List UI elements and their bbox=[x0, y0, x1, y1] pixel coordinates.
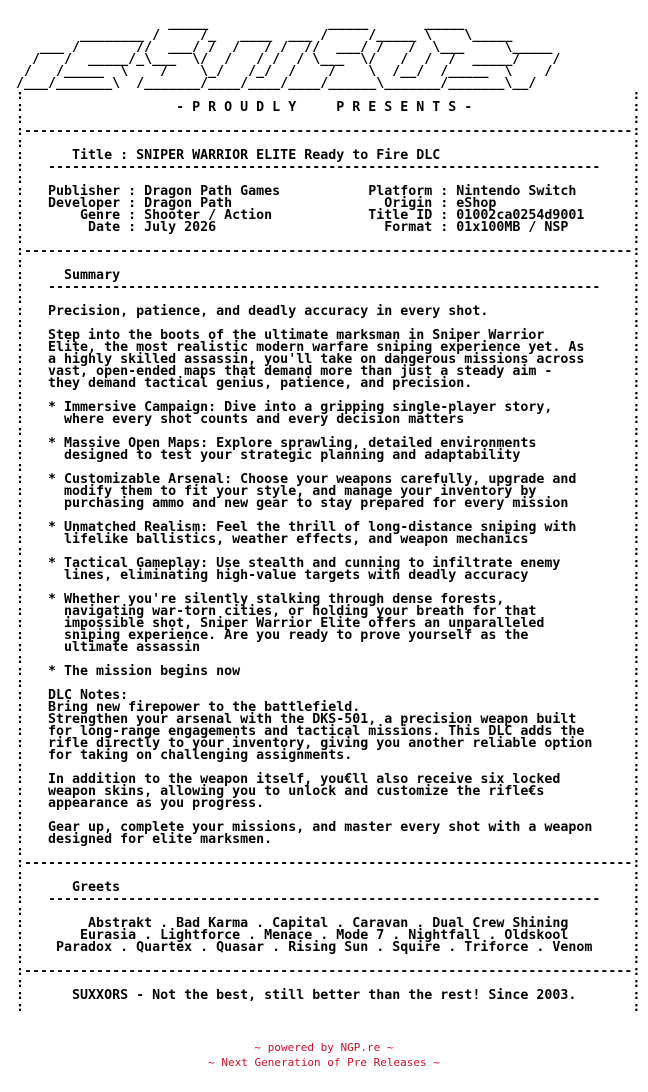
logo-art-line: ___ / // ___/ / / / / // ___/ / / \___ \_____ bbox=[8, 40, 553, 55]
footer bbox=[0, 1040, 648, 1070]
meta-row: : Developer : Dragon Path Origin : eShop : bbox=[8, 196, 641, 211]
powered-by-text: ~ powered by NGP.re ~ bbox=[254, 1041, 394, 1054]
section-divider: :----------------------------------------------------------------------------: bbox=[8, 124, 641, 139]
logo-art-line: ________ / /_ ____ ___ / /_____ \ \_____ bbox=[8, 28, 513, 43]
summary-line: : * Tactical Gameplay: Use stealth and cunning to infiltrate enemy : bbox=[8, 556, 641, 571]
section-divider: :----------------------------------------------------------------------------: bbox=[8, 964, 641, 979]
summary-line: : modify them to fit your style, and manage your inventory by : bbox=[8, 484, 641, 499]
blank-line: : : bbox=[8, 844, 641, 859]
title-underline: : --------------------------------------------------------------------- : bbox=[8, 160, 641, 175]
greets-heading: : Greets : bbox=[8, 880, 641, 895]
summary-line: : they demand tactical genius, patience, and precision. : bbox=[8, 376, 641, 391]
summary-line: : : bbox=[8, 580, 641, 595]
logo-art-line: _____ _____ _____ bbox=[8, 16, 465, 31]
blank-line: : : bbox=[8, 1000, 641, 1015]
summary-line: : : bbox=[8, 544, 641, 559]
summary-line: : : bbox=[8, 388, 641, 403]
summary-line: : sniping experience. Are you ready to prove yourself as the : bbox=[8, 628, 641, 643]
meta-row: : Genre : Shooter / Action Title ID : 01002ca0254d9001 : bbox=[8, 208, 641, 223]
meta-row: : Publisher : Dragon Path Games Platform : Nintendo Switch : bbox=[8, 184, 641, 199]
summary-line: : Strengthen your arsenal with the DKS-501, a precision weapon built : bbox=[8, 712, 641, 727]
blank-line: : : bbox=[8, 136, 641, 151]
blank-line: : : bbox=[8, 256, 641, 271]
summary-line: : lifelike ballistics, weather effects, and weapon mechanics : bbox=[8, 532, 641, 547]
summary-line: : Gear up, complete your missions, and master every shot with a weapon : bbox=[8, 820, 641, 835]
summary-line: : : bbox=[8, 652, 641, 667]
nfo-text-block bbox=[8, 18, 640, 1014]
summary-line: : : bbox=[8, 508, 641, 523]
summary-line: : : bbox=[8, 760, 641, 775]
summary-line: : : bbox=[8, 808, 641, 823]
summary-line: : * Unmatched Realism: Feel the thrill of long-distance sniping with : bbox=[8, 520, 641, 535]
summary-line: : where every shot counts and every decision matters : bbox=[8, 412, 641, 427]
summary-line: : Elite, the most realistic modern warfare sniping experience yet. As : bbox=[8, 340, 641, 355]
summary-line: : designed for elite marksmen. : bbox=[8, 832, 641, 847]
summary-line: : Bring new firepower to the battlefield. : bbox=[8, 700, 641, 715]
greets-underline: : --------------------------------------------------------------------- : bbox=[8, 892, 641, 907]
blank-line: : : bbox=[8, 868, 641, 883]
logo-art-line: / / _____/_\___ \/ / / / / \___ \/ / / / _____/ / bbox=[8, 52, 561, 67]
blank-line: : : bbox=[8, 88, 641, 103]
blank-line: : : bbox=[8, 292, 641, 307]
summary-line: : appearance as you progress. : bbox=[8, 796, 641, 811]
summary-line: : impossible shot, Sniper Warrior Elite offers an unparalleled : bbox=[8, 616, 641, 631]
summary-line: : DLC Notes: : bbox=[8, 688, 641, 703]
blank-line: : : bbox=[8, 904, 641, 919]
blank-line: : : bbox=[8, 232, 641, 247]
summary-line: : for long-range engagements and tactical missions. This DLC adds the : bbox=[8, 724, 641, 739]
blank-line: : : bbox=[8, 976, 641, 991]
logo-art-line: /___/_______\ /_______/____/____/____/______\_______/_______\__/ bbox=[8, 76, 537, 91]
summary-line: : for taking on challenging assignments. : bbox=[8, 748, 641, 763]
section-divider: :----------------------------------------------------------------------------: bbox=[8, 244, 641, 259]
greets-line: : Abstrakt . Bad Karma . Capital . Caravan . Dual Crew Shining : bbox=[8, 916, 641, 931]
release-title: : Title : SNIPER WARRIOR ELITE Ready to Fire DLC : bbox=[8, 148, 641, 163]
summary-line: : * Immersive Campaign: Dive into a gripping single-player story, : bbox=[8, 400, 641, 415]
blank-line: : : bbox=[8, 172, 641, 187]
greets-line: : Eurasia . Lightforce . Menace . Mode 7 . Nightfall . Oldskool : bbox=[8, 928, 641, 943]
blank-line: : : bbox=[8, 952, 641, 967]
blank-line: : : bbox=[8, 112, 641, 127]
tagline: : SUXXORS - Not the best, still better than the rest! Since 2003. : bbox=[8, 988, 641, 1003]
summary-line: : : bbox=[8, 460, 641, 475]
summary-heading: : Summary : bbox=[8, 268, 641, 283]
summary-line: : * Customizable Arsenal: Choose your weapons carefully, upgrade and : bbox=[8, 472, 641, 487]
summary-line: : lines, eliminating high-value targets with deadly accuracy : bbox=[8, 568, 641, 583]
summary-line: : a highly skilled assassin, you'll take on dangerous missions across : bbox=[8, 352, 641, 367]
summary-line: : : bbox=[8, 424, 641, 439]
summary-line: : weapon skins, allowing you to unlock and customize the rifle€s : bbox=[8, 784, 641, 799]
logo-art-line: / /_____ \ / \_/ /_/ / / \ /__/ /_____ \ / bbox=[8, 64, 553, 79]
presents-text: : - P R O U D L Y P R E S E N T S - : bbox=[8, 100, 641, 115]
summary-line: : designed to test your strategic planning and adaptability : bbox=[8, 448, 641, 463]
summary-line: : purchasing ammo and new gear to stay prepared for every mission : bbox=[8, 496, 641, 511]
summary-line: : * Massive Open Maps: Explore sprawling, detailed environments : bbox=[8, 436, 641, 451]
summary-line: : Precision, patience, and deadly accuracy in every shot. : bbox=[8, 304, 641, 319]
summary-line: : In addition to the weapon itself, you€ll also receive six locked : bbox=[8, 772, 641, 787]
meta-row: : Date : July 2026 Format : 01x100MB / NSP : bbox=[8, 220, 641, 235]
summary-line: : rifle directly to your inventory, giving you another reliable option : bbox=[8, 736, 641, 751]
summary-line: : ultimate assassin : bbox=[8, 640, 641, 655]
summary-underline: : --------------------------------------------------------------------- : bbox=[8, 280, 641, 295]
summary-line: : Step into the boots of the ultimate marksman in Sniper Warrior : bbox=[8, 328, 641, 343]
summary-line: : : bbox=[8, 676, 641, 691]
next-generation-text: ~ Next Generation of Pre Releases ~ bbox=[208, 1056, 440, 1069]
summary-line: : vast, open-ended maps that demand more than just a steady aim - : bbox=[8, 364, 641, 379]
summary-line: : navigating war-torn cities, or holding your breath for that : bbox=[8, 604, 641, 619]
summary-line: : : bbox=[8, 316, 641, 331]
greets-line: : Paradox . Quartex . Quasar . Rising Sun . Squire . Triforce . Venom : bbox=[8, 940, 641, 955]
summary-line: : * Whether you're silently stalking through dense forests, : bbox=[8, 592, 641, 607]
summary-line: : * The mission begins now : bbox=[8, 664, 641, 679]
section-divider: :----------------------------------------------------------------------------: bbox=[8, 856, 641, 871]
